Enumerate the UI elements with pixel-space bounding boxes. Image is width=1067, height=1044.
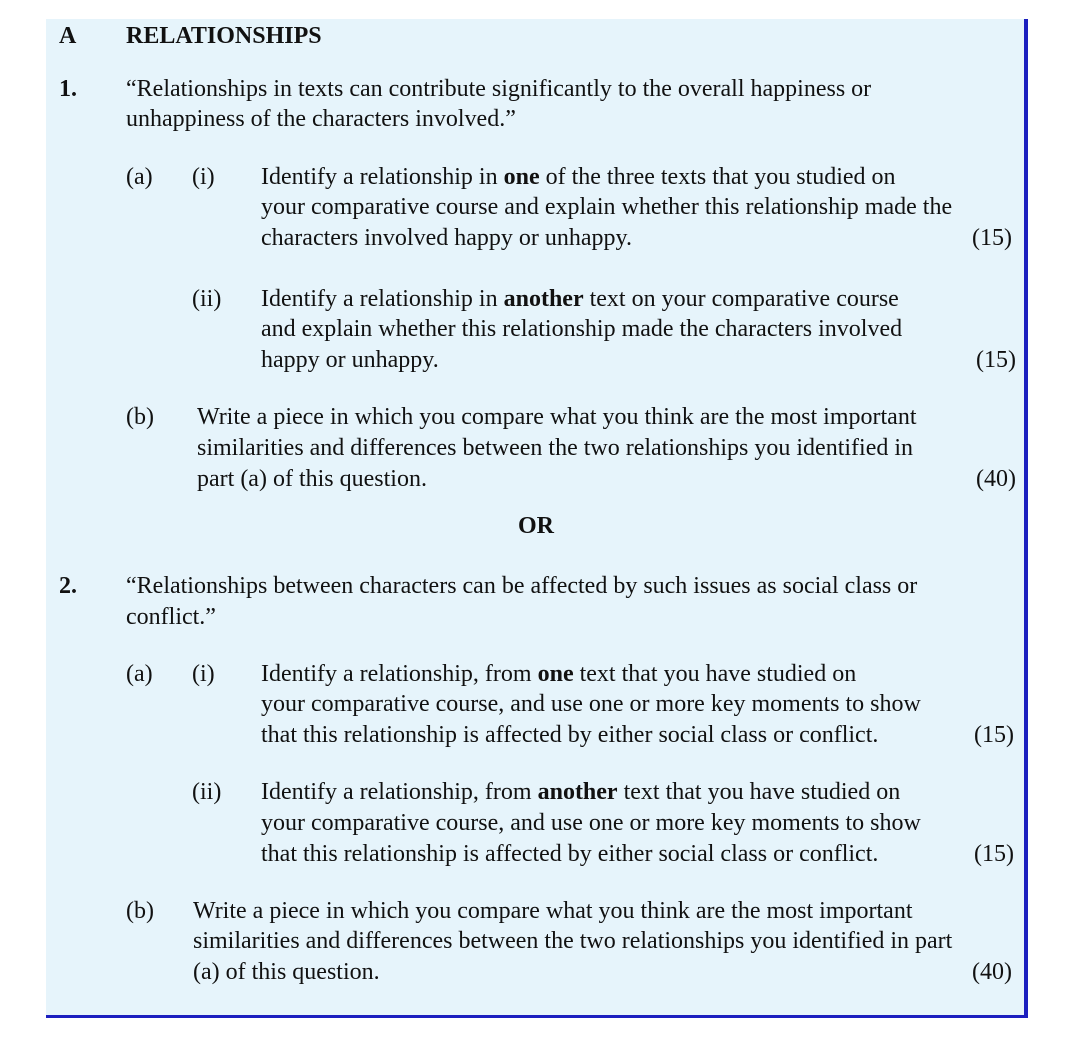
q2-b-line2: similarities and differences between the two relationships you identified in part bbox=[193, 928, 953, 954]
q1-a-ii-marks: (15) bbox=[976, 347, 1016, 373]
q2-a-i-line2: your comparative course, and use one or more key moments to show bbox=[261, 691, 921, 717]
q2-a-i-marks: (15) bbox=[974, 722, 1014, 748]
q2-b-line3: (a) of this question. bbox=[193, 959, 380, 985]
q2-a-label: (a) bbox=[126, 661, 153, 687]
q2-a-ii-line3: that this relationship is affected by either social class or conflict. bbox=[261, 841, 879, 867]
q2-b-label: (b) bbox=[126, 898, 154, 924]
q2-quote-line2: conflict.” bbox=[126, 604, 216, 630]
q1-a-i-label: (i) bbox=[192, 164, 215, 190]
q2-a-i-label: (i) bbox=[192, 661, 215, 687]
section-letter: A bbox=[59, 23, 77, 49]
q1-b-label: (b) bbox=[126, 404, 154, 430]
q1-a-i-line1: Identify a relationship in one of the three texts that you studied on bbox=[261, 164, 896, 190]
q1-b-line3: part (a) of this question. bbox=[197, 466, 427, 492]
q2-a-i-line3: that this relationship is affected by either social class or conflict. bbox=[261, 722, 879, 748]
q2-a-ii-line1: Identify a relationship, from another text that you have studied on bbox=[261, 779, 901, 805]
q1-a-i-marks: (15) bbox=[972, 225, 1012, 251]
q1-quote-line1: “Relationships in texts can contribute significantly to the overall happiness or bbox=[126, 76, 872, 102]
q2-a-i-line1: Identify a relationship, from one text that you have studied on bbox=[261, 661, 857, 687]
q2-a-ii-line2: your comparative course, and use one or more key moments to show bbox=[261, 810, 921, 836]
q2-a-ii-marks: (15) bbox=[974, 841, 1014, 867]
q2-quote-line1: “Relationships between characters can be affected by such issues as social class or bbox=[126, 573, 918, 599]
or-separator: OR bbox=[518, 513, 554, 539]
q1-a-ii-line1: Identify a relationship in another text on your comparative course bbox=[261, 286, 899, 312]
q1-b-line2: similarities and differences between the two relationships you identified in bbox=[197, 435, 914, 461]
q2-number: 2. bbox=[59, 573, 77, 599]
emphasis-word: one bbox=[537, 661, 574, 687]
q1-number: 1. bbox=[59, 76, 77, 102]
emphasis-word: one bbox=[503, 164, 540, 190]
q1-a-ii-line2: and explain whether this relationship made the characters involved bbox=[261, 316, 903, 342]
q1-quote-line2: unhappiness of the characters involved.” bbox=[126, 106, 516, 132]
q1-a-i-line2: your comparative course and explain whether this relationship made the bbox=[261, 194, 953, 220]
q2-b-line1: Write a piece in which you compare what you think are the most important bbox=[193, 898, 913, 924]
q2-b-marks: (40) bbox=[972, 959, 1012, 985]
q2-a-ii-label: (ii) bbox=[192, 779, 222, 805]
q1-a-ii-label: (ii) bbox=[192, 286, 222, 312]
emphasis-word: another bbox=[537, 779, 618, 805]
q1-a-i-line3: characters involved happy or unhappy. bbox=[261, 225, 632, 251]
emphasis-word: another bbox=[503, 286, 584, 312]
section-title: RELATIONSHIPS bbox=[126, 23, 322, 49]
q1-b-line1: Write a piece in which you compare what you think are the most important bbox=[197, 404, 917, 430]
q1-a-label: (a) bbox=[126, 164, 153, 190]
q1-b-marks: (40) bbox=[976, 466, 1016, 492]
q1-a-ii-line3: happy or unhappy. bbox=[261, 347, 439, 373]
